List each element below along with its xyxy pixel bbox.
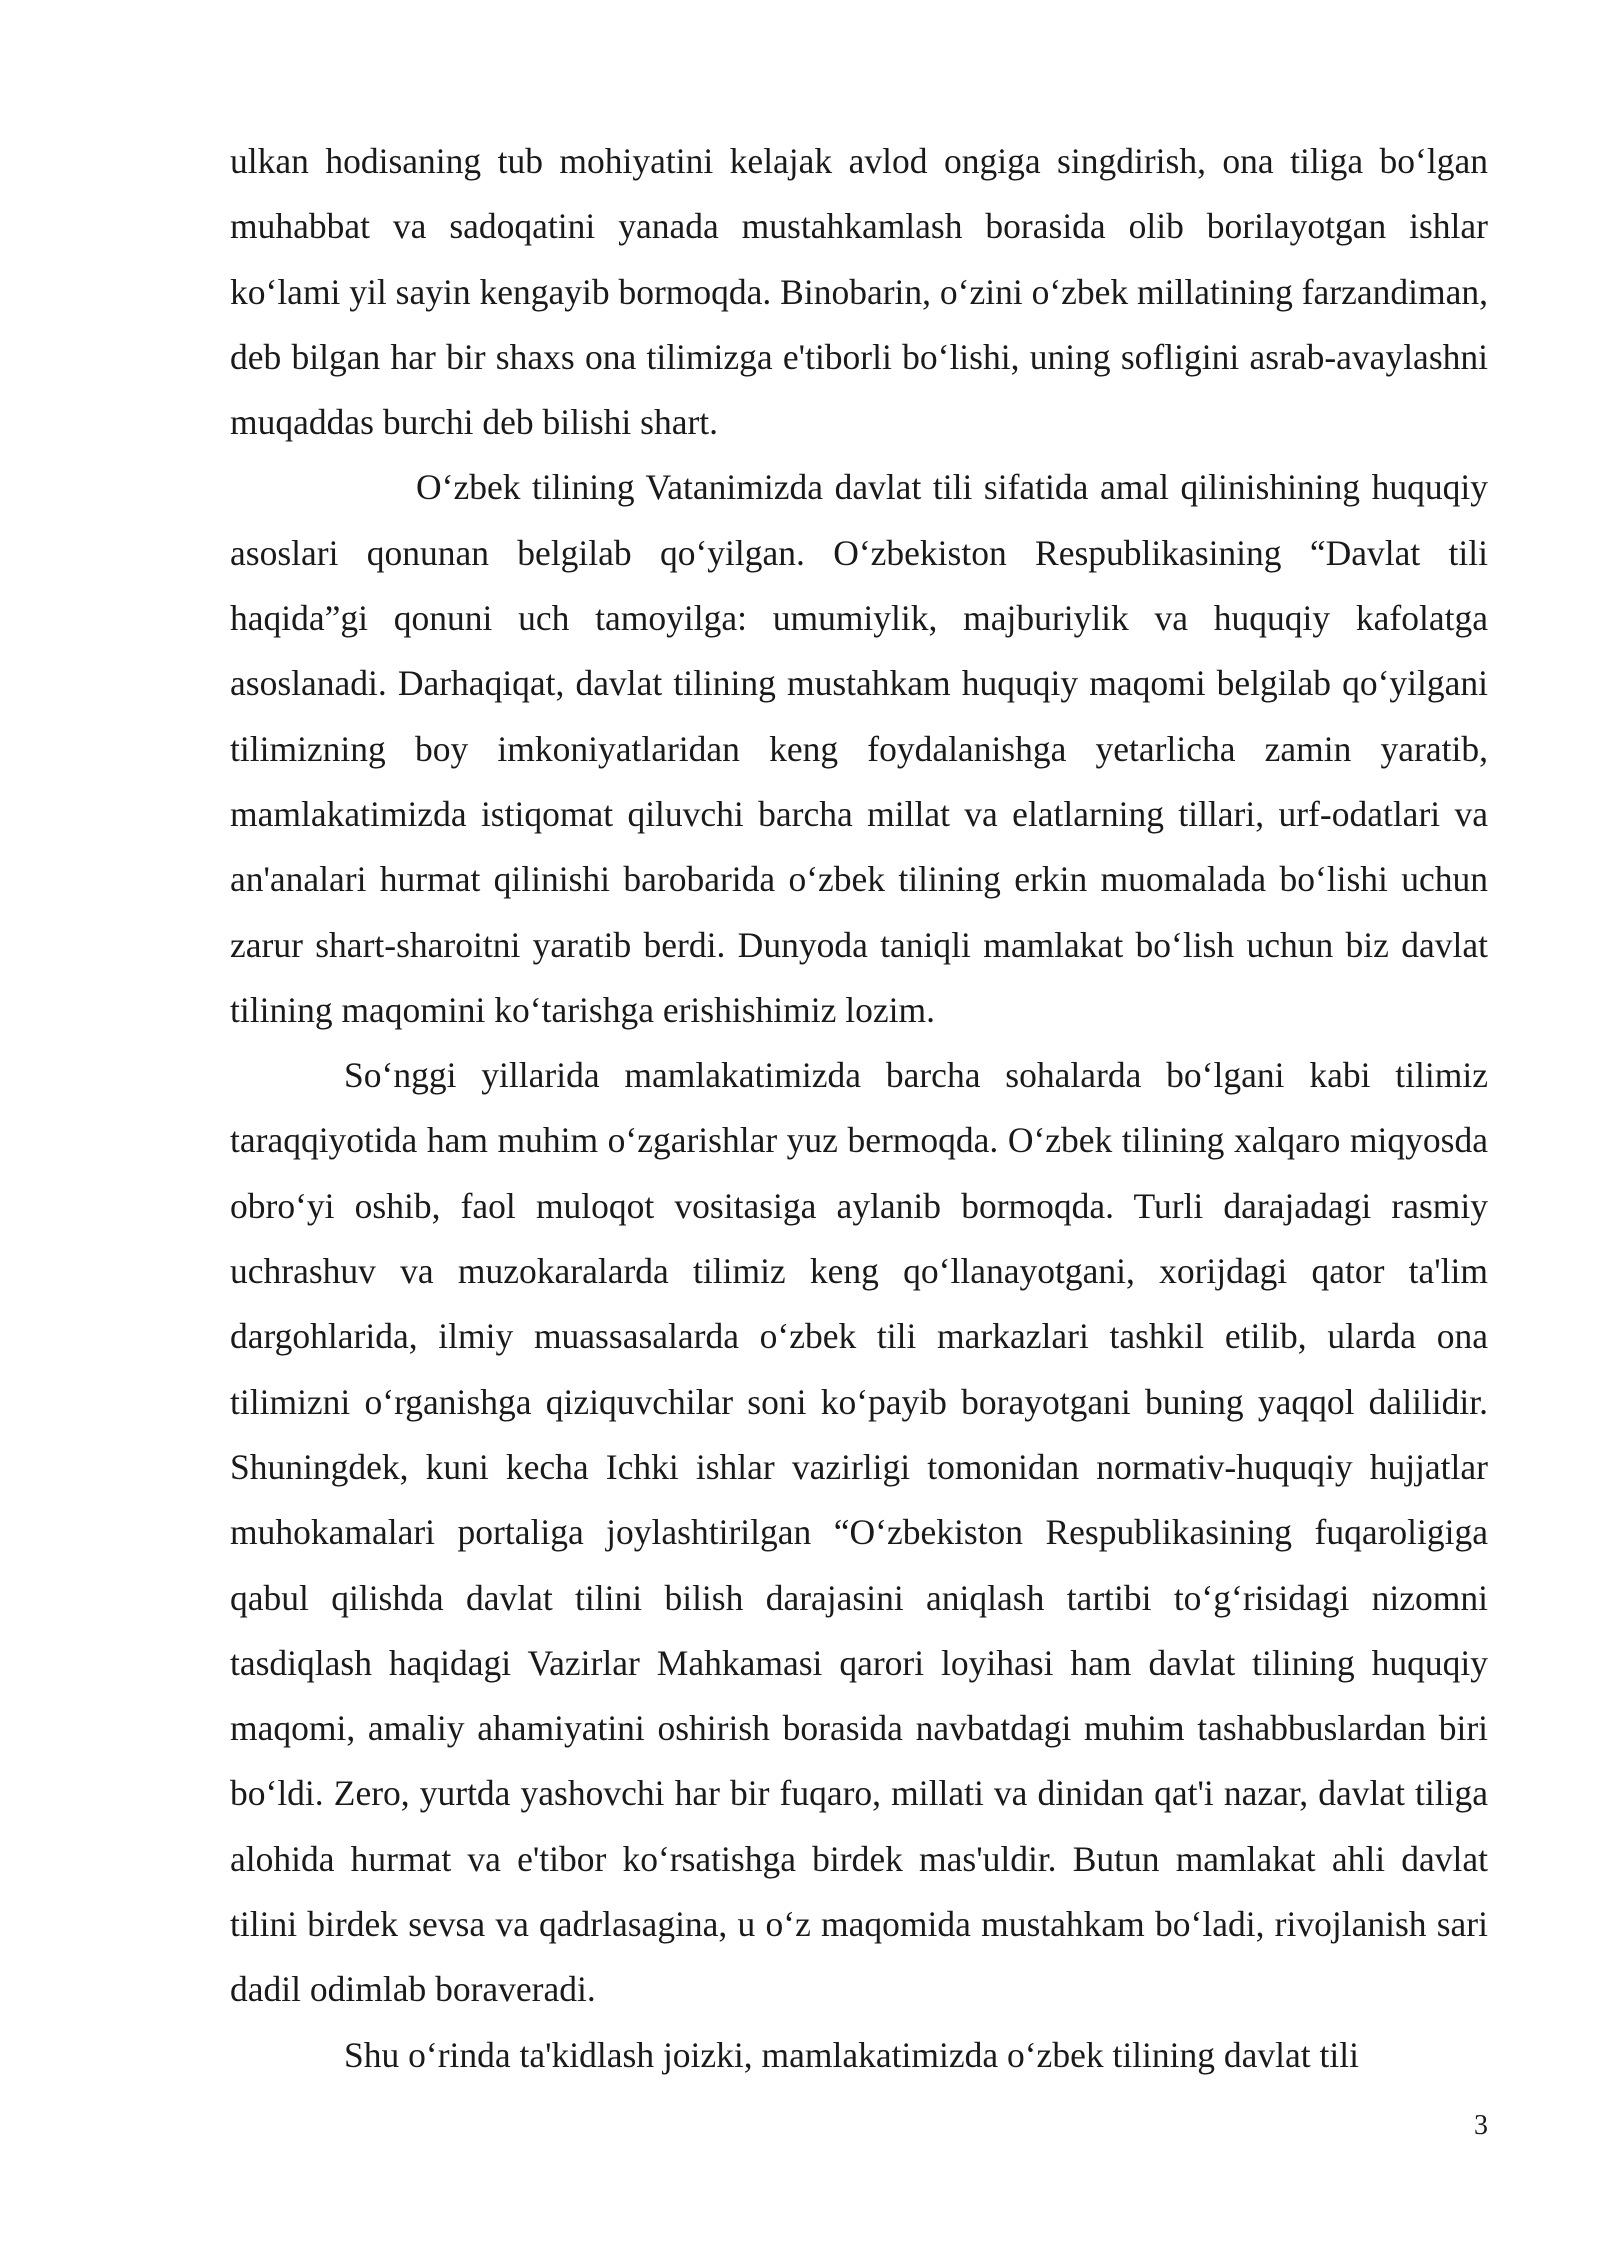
paragraph-emphasis: Shu o‘rinda ta'kidlash joizki, mamlakatimizda o‘zbek tilining davlat tili (344, 2034, 1359, 2075)
paragraph-recent-years: So‘nggi yillarida mamlakatimizda barcha sohalarda bo‘lgani kabi tilimiz taraqqiyotida ham muhim o‘zgarishlar yuz bermoqda. O‘zbek tilining xalqaro miqyosda obro‘yi oshib, faol muloqot vositasiga aylanib bormoqda. Turli darajadagi rasmiy uchrashuv va muzokaralarda tilimiz keng qo‘llanayotgani, xorijdagi qator ta'lim dargohlarida, ilmiy muassasalarda o‘zbek tili markazlari tashkil etilib, ularda ona tilimizni o‘rganishga qiziquvchilar soni ko‘payib borayotgani buning yaqqol dalilidir. Shuningdek, kuni kecha Ichki ishlar vazirligi tomonidan normativ-huquqiy hujjatlar muhokamalari portaliga joylashtirilgan “O‘zbekiston Respublikasining fuqaroligiga qabul qilishda davlat tilini bilish darajasini aniqlash tartibi to‘g‘risidagi nizomni tasdiqlash haqidagi Vazirlar Mahkamasi qarori loyihasi ham davlat tilining huquqiy maqomi, amaliy ahamiyatini oshirish borasida navbatdagi muhim tashabbuslardan biri bo‘ldi. Zero, yurtda yashovchi har bir fuqaro, millati va dinidan qat'i nazar, davlat tiliga alohida hurmat va e'tibor ko‘rsatishga birdek mas'uldir. Butun mamlakat ahli davlat tilini birdek sevsa va qadrlasagina, u o‘z maqomida mustahkam bo‘ladi, rivojlanish sari dadil odimlab boraveradi. (230, 1055, 1488, 2010)
document-body (230, 129, 1488, 2088)
page-number: 3 (1474, 2110, 1488, 2141)
paragraph-continued: ulkan hodisaning tub mohiyatini kelajak avlod ongiga singdirish, ona tiliga bo‘lgan muhabbat va sadoqatini yanada mustahkamlash borasida olib borilayotgan ishlar ko‘lami yil sayin kengayib bormoqda. Binobarin, o‘zini o‘zbek millatining farzandiman, deb bilgan har bir shaxs ona tilimizga e'tiborli bo‘lishi, uning sofligini asrab-avaylashni muqaddas burchi deb bilishi shart. (230, 141, 1488, 443)
paragraph-legal-basis: O‘zbek tilining Vatanimizda davlat tili sifatida amal qilinishining huquqiy asoslari qonunan belgilab qo‘yilgan. O‘zbekiston Respublikasining “Davlat tili haqida”gi qonuni uch tamoyilga: umumiylik, majburiylik va huquqiy kafolatga asoslanadi. Darhaqiqat, davlat tilining mustahkam huquqiy maqomi belgilab qo‘yilgani tilimizning boy imkoniyatlaridan keng foydalanishga yetarlicha zamin yaratib, mamlakatimizda istiqomat qiluvchi barcha millat va elatlarning tillari, urf-odatlari va an'analari hurmat qilinishi barobarida o‘zbek tilining erkin muomalada bo‘lishi uchun zarur shart-sharoitni yaratib berdi. Dunyoda taniqli mamlakat bo‘lish uchun biz davlat tilining maqomini ko‘tarishga erishishimiz lozim. (230, 467, 1488, 1030)
